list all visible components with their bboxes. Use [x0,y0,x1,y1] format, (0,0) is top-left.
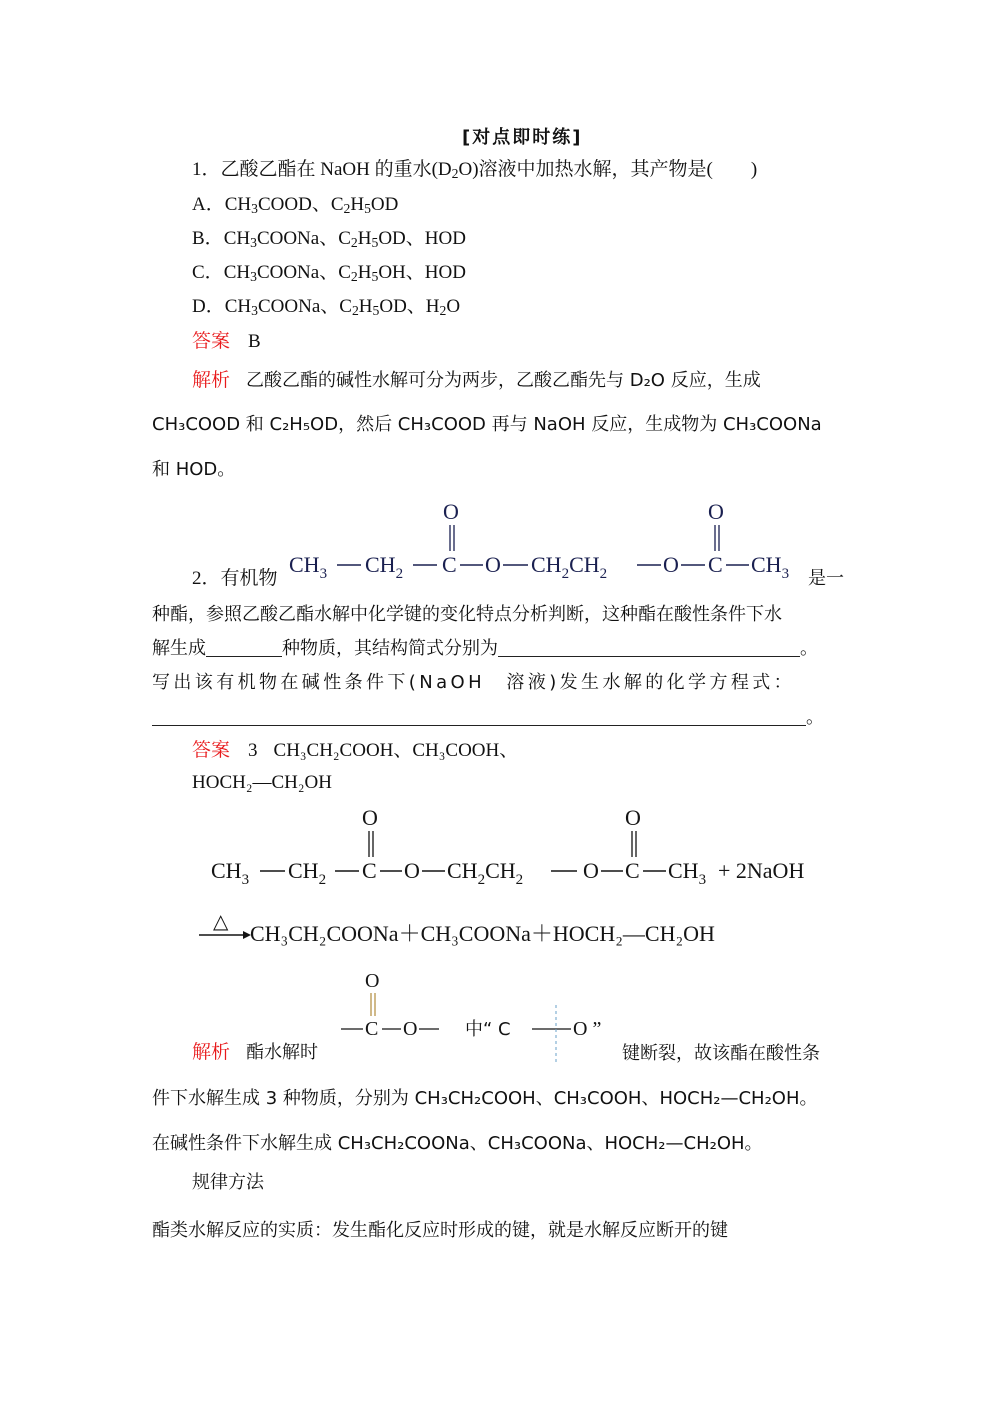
analysis-label: 解析 [192,369,231,391]
option-label: C． [192,262,224,283]
sub: 3 [251,303,258,318]
txt: H [357,262,372,283]
text: 种物质，其结构简式分别为 [282,638,498,659]
sub: 5 [372,303,380,318]
heat-condition: △ [213,909,229,933]
sub: 5 [371,235,379,250]
txt: COOD、C [257,194,344,215]
txt: OD [370,194,399,215]
txt: OD、HOD [378,228,466,249]
method-heading: 规律方法 [192,1172,264,1193]
q1-stem [192,158,757,182]
q2-line5 [152,706,824,730]
blank-structures-input[interactable] [498,638,800,657]
q2-suffix: 是一 [808,568,844,589]
atom-o-carbonyl-b: O [708,499,724,524]
atom: O [404,858,420,883]
middle-text-o: O ” [573,1018,602,1040]
ester-group-formula [335,965,655,1065]
atom: O [403,1018,418,1040]
q2-analysis-line3: 在碱性条件下水解生成 CH₃CH₂COONa、CH₃COONa、HOCH₂—CH₂OH。 [152,1133,763,1154]
q1-option-d[interactable] [192,295,460,319]
atom: C [365,1018,379,1040]
atom-ch3-a: $CH_3$ [289,552,328,582]
txt: COONa、C [257,296,352,317]
txt: H [357,228,372,249]
txt: COONa、C [256,262,351,283]
answer-label: 答案 [192,330,231,352]
answer-products: CH₃CH₂COOH、CH₃COOH、 [273,740,519,761]
atom: $CH_3$ [211,858,250,888]
atom-ch2-a: $CH_2$ [365,552,404,582]
hydrolysis-reactant-formula [205,805,835,895]
method-text: 酯类水解反应的实质：发生酯化反应时形成的键，就是水解反应断开的键 [152,1220,728,1241]
txt: CH [224,296,252,317]
q1-option-a[interactable] [192,193,398,217]
q1-answer [192,329,261,354]
atom-o-carbonyl-a: O [443,499,459,524]
analysis-label: 解析 [192,1041,231,1063]
answer-value: B [248,331,261,352]
analysis-text: 乙酸乙酯的碱性水解可分为两步，乙酸乙酯先与 D₂O 反应，生成 [246,370,761,391]
text: 。 [806,707,824,728]
q1-analysis-line3: 和 HOD。 [152,459,236,480]
atom-c-a: C [442,552,457,577]
q2-answer [192,738,518,763]
sub: 2 [439,303,447,318]
text: 。 [800,638,818,659]
sub: 3 [251,201,258,216]
q2-prefix: 2．有机物 [192,568,278,589]
option-label: B． [192,228,224,249]
sub: 5 [364,201,371,216]
atom: O [583,858,599,883]
txt: COONa、C [256,228,351,249]
q2-analysis-line2: 件下水解生成 3 种物质，分别为 CH₃CH₂COOH、CH₃COOH、HOCH₂—CH₂OH。 [152,1088,818,1109]
q2-line2: 种酯，参照乙酸乙酯水解中化学键的变化特点分析判断，这种酯在酸性条件下水 [152,604,782,625]
atom: O [365,970,380,992]
atom-ch3-b: $CH_3$ [751,552,790,582]
q2-line3 [152,637,818,661]
text: 解生成 [152,638,206,659]
q1-analysis-line1 [192,368,761,393]
atom-o-a: O [485,552,501,577]
atom-c-b: C [708,552,723,577]
q1-stem-sub: 2 [451,166,459,181]
q2-analysis-line1b: 键断裂，故该酯在酸性条 [622,1043,820,1064]
atom: $CH_2CH_2$ [447,858,524,888]
txt: CH [223,262,251,283]
q1-option-c[interactable] [192,261,466,285]
sub: 2 [351,303,359,318]
atom: $CH_2$ [288,858,327,888]
q1-analysis-line2: CH₃COOD 和 C₂H₅OD，然后 CH₃COOD 再与 NaOH 反应，生成物为 CH₃COONa [152,414,822,435]
sub: 2 [350,235,358,250]
txt: CH [223,228,251,249]
txt: CH [224,194,252,215]
q2-answer-line2: HOCH₂—CH₂OH [192,772,332,793]
sub: 5 [371,269,379,284]
answer-label: 答案 [192,739,231,761]
txt: H [350,194,365,215]
txt: OH、HOD [378,262,466,283]
middle-text: 中“ C [465,1019,511,1040]
atom: C [362,858,377,883]
atom: $CH_3$ [668,858,707,888]
sub: 2 [350,269,358,284]
sub: 3 [250,269,257,284]
q1-option-b[interactable] [192,227,466,251]
txt: O [446,296,461,317]
sub: 2 [343,201,351,216]
sub: 3 [250,235,257,250]
atom-ch2ch2: $CH_2CH_2$ [531,552,608,582]
analysis-text: 酯水解时 [246,1042,319,1063]
atom: O [362,805,378,830]
blank-equation-input[interactable] [152,707,806,726]
section-title: [对点即时练] [462,127,583,148]
ester-structural-formula [285,495,805,585]
txt: H [358,296,373,317]
txt: OD、H [379,296,440,317]
atom: C [625,858,640,883]
reaction-products: CH₃CH₂COONa＋CH₃COONa＋HOCH₂—CH₂OH [250,921,715,946]
option-label: A． [192,194,225,215]
q1-stem-suffix: O)溶液中加热水解，其产物是( ) [458,159,758,180]
answer-count: 3 [248,740,258,761]
q1-stem-prefix: 1．乙酸乙酯在 NaOH 的重水(D [192,159,452,180]
option-label: D． [192,296,225,317]
atom-o-b: O [663,552,679,577]
atom: O [625,805,641,830]
q2-analysis-line1a [192,1040,318,1065]
q2-line4: 写出该有机物在碱性条件下(NaOH 溶液)发生水解的化学方程式： [152,672,796,693]
blank-count-input[interactable] [206,638,282,657]
reactant-tail: + 2NaOH [718,858,805,883]
